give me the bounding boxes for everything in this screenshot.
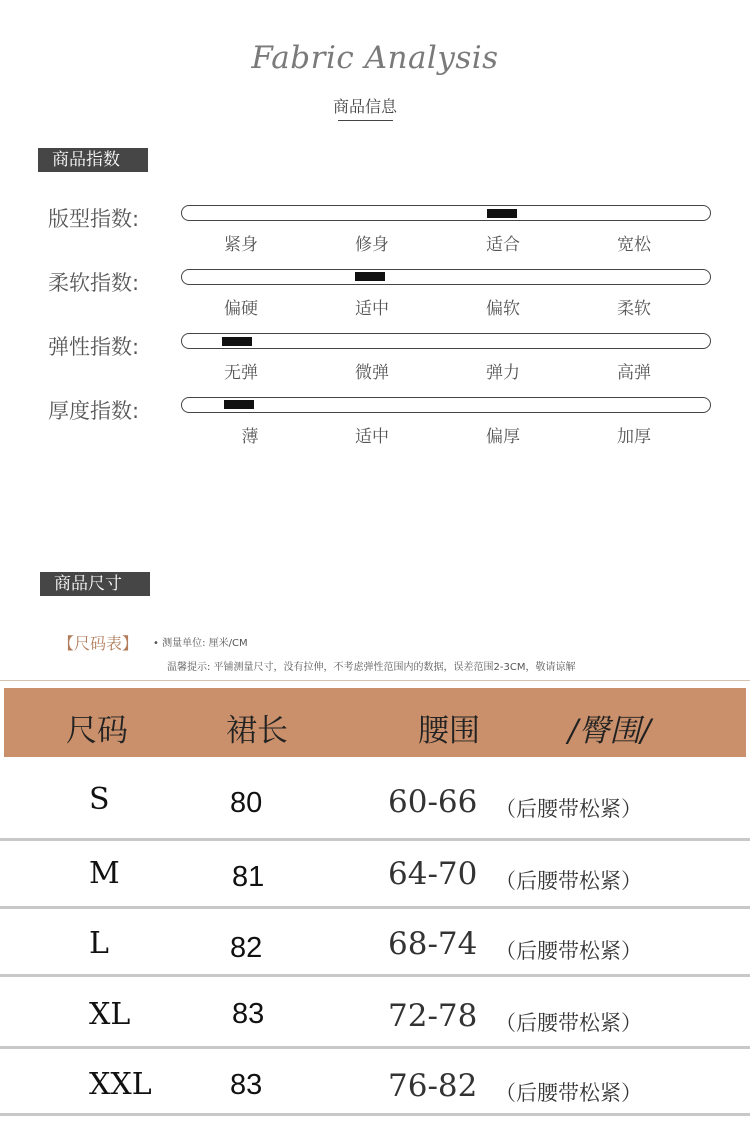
fit-option: 紧身 [224, 235, 258, 255]
length-cell: 83 [232, 998, 265, 1030]
row-divider [0, 1046, 750, 1049]
row-divider [0, 838, 750, 841]
index-section-tag: 商品指数 [38, 148, 148, 172]
size-section-tag: 商品尺寸 [40, 572, 150, 596]
length-cell: 81 [232, 861, 265, 893]
softness-index-label: 柔软指数: [48, 271, 140, 295]
thickness-option: 加厚 [617, 427, 651, 447]
measurement-tip: 温馨提示: 平铺测量尺寸，没有拉伸，不考虑弹性范围内的数据，误差范围2-3CM，敬请谅解 [167, 662, 576, 673]
fit-option: 适合 [486, 235, 520, 255]
subtitle-underline [338, 120, 393, 121]
fit-option: 宽松 [617, 235, 651, 255]
elasticity-option: 无弹 [224, 363, 258, 383]
thickness-option: 适中 [355, 427, 389, 447]
waist-cell: 60-66 [388, 784, 478, 820]
thickness-option: 偏厚 [486, 427, 520, 447]
header-length: 裙长 [226, 713, 288, 749]
softness-index-track [181, 269, 711, 285]
measurement-unit-note: • 测量单位: 厘米/CM [153, 638, 248, 649]
size-cell: XXL [89, 1067, 152, 1102]
waist-cell: 64-70 [388, 856, 478, 892]
header-waist: 腰围 [418, 713, 480, 749]
thickness-index-track [181, 397, 711, 413]
size-chart-title: 【尺码表】 [58, 634, 139, 653]
softness-option: 适中 [355, 299, 389, 319]
fit-index-track [181, 205, 711, 221]
size-cell: M [89, 856, 120, 891]
thickness-index-label: 厚度指数: [48, 399, 140, 423]
elasticity-option: 弹力 [486, 363, 520, 383]
softness-option: 偏硬 [224, 299, 258, 319]
waist-note: （后腰带松紧） [495, 939, 642, 963]
elasticity-index-track [181, 333, 711, 349]
waist-cell: 76-82 [388, 1068, 478, 1104]
waist-cell: 72-78 [388, 998, 478, 1034]
waist-note: （后腰带松紧） [495, 797, 642, 821]
size-cell: XL [89, 997, 131, 1032]
elasticity-option: 微弹 [355, 363, 389, 383]
fit-index-label: 版型指数: [48, 207, 140, 231]
row-divider [0, 1113, 750, 1116]
waist-note: （后腰带松紧） [495, 1011, 642, 1035]
fit-index-marker [487, 209, 517, 218]
softness-option: 柔软 [617, 299, 651, 319]
elasticity-index-label: 弹性指数: [48, 335, 140, 359]
row-divider [0, 906, 750, 909]
waist-note: （后腰带松紧） [495, 1081, 642, 1105]
length-cell: 80 [230, 787, 263, 819]
softness-index-marker [355, 272, 385, 281]
waist-cell: 68-74 [388, 926, 478, 962]
length-cell: 82 [230, 932, 263, 964]
elasticity-index-marker [222, 337, 252, 346]
row-divider [0, 974, 750, 977]
elasticity-option: 高弹 [617, 363, 651, 383]
header-hip: /臀围/ [568, 713, 651, 749]
size-cell: L [89, 926, 109, 961]
softness-option: 偏软 [486, 299, 520, 319]
waist-note: （后腰带松紧） [495, 869, 642, 893]
header-size: 尺码 [66, 713, 128, 749]
divider [0, 680, 750, 681]
fit-option: 修身 [355, 235, 389, 255]
size-cell: S [89, 782, 110, 817]
thickness-index-marker [224, 400, 254, 409]
page-title: Fabric Analysis [251, 40, 499, 76]
page-subtitle: 商品信息 [332, 97, 397, 116]
thickness-option: 薄 [241, 427, 259, 447]
length-cell: 83 [230, 1069, 263, 1101]
